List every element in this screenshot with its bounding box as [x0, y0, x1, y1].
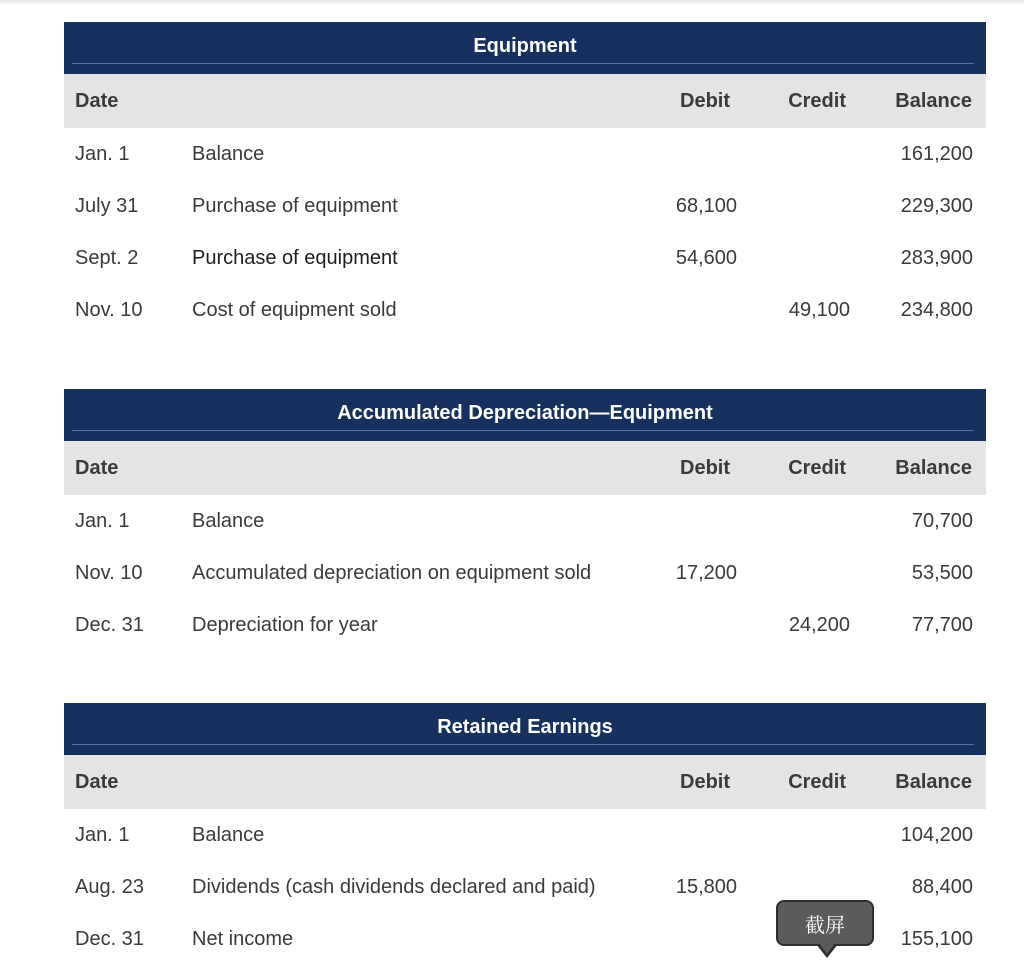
- row-description: Depreciation for year: [192, 613, 378, 636]
- ledger-title: Retained Earnings: [64, 703, 986, 755]
- table-row: [64, 809, 986, 861]
- ledger-header: [64, 74, 986, 128]
- ledger-header: [64, 441, 986, 495]
- table-row: [64, 284, 986, 336]
- row-date: Dec. 31: [75, 927, 144, 950]
- row-description: Accumulated depreciation on equipment sold: [192, 561, 592, 584]
- table-row: [64, 547, 986, 599]
- header-debit: Debit: [680, 770, 730, 793]
- table-row: [64, 599, 986, 651]
- row-date: Nov. 10: [75, 561, 143, 584]
- row-credit: 24,200: [788, 613, 850, 636]
- table-row: [64, 128, 986, 180]
- row-description: Purchase of equipment: [192, 194, 398, 217]
- header-date: Date: [75, 456, 119, 479]
- tooltip-arrow-inner: [819, 943, 835, 954]
- header-credit: Credit: [788, 456, 846, 479]
- row-debit: 68,100: [675, 194, 737, 217]
- row-description: Balance: [192, 509, 265, 532]
- row-date: Nov. 10: [75, 298, 143, 321]
- row-date: Sept. 2: [75, 246, 139, 269]
- header-date: Date: [75, 770, 119, 793]
- table-row: [64, 232, 986, 284]
- header-date: Date: [75, 89, 119, 112]
- header-credit: Credit: [788, 770, 846, 793]
- header-balance: Balance: [895, 89, 972, 112]
- row-date: Aug. 23: [75, 875, 144, 898]
- row-balance: 234,800: [900, 298, 973, 321]
- header-balance: Balance: [895, 456, 972, 479]
- row-date: Jan. 1: [75, 823, 130, 846]
- row-balance: 53,500: [911, 561, 973, 584]
- row-balance: 283,900: [900, 246, 973, 269]
- row-description: Net income: [192, 927, 294, 950]
- row-debit: 15,800: [675, 875, 737, 898]
- ledger-title: Equipment: [64, 22, 986, 74]
- header-debit: Debit: [680, 89, 730, 112]
- row-description: Purchase of equipment: [192, 246, 398, 269]
- row-date: July 31: [75, 194, 139, 217]
- row-debit: 17,200: [675, 561, 737, 584]
- row-date: Jan. 1: [75, 142, 130, 165]
- ledger-equipment: [64, 22, 986, 336]
- row-debit: 54,600: [675, 246, 737, 269]
- top-border: [0, 0, 1024, 4]
- row-balance: 77,700: [911, 613, 973, 636]
- header-balance: Balance: [895, 770, 972, 793]
- ledger-title: Accumulated Depreciation—Equipment: [64, 389, 986, 441]
- header-debit: Debit: [680, 456, 730, 479]
- row-description: Balance: [192, 142, 265, 165]
- row-description: Cost of equipment sold: [192, 298, 397, 321]
- table-row: [64, 495, 986, 547]
- row-balance: 229,300: [900, 194, 973, 217]
- row-balance: 88,400: [911, 875, 973, 898]
- row-description: Balance: [192, 823, 265, 846]
- row-date: Dec. 31: [75, 613, 144, 636]
- header-credit: Credit: [788, 89, 846, 112]
- row-balance: 161,200: [900, 142, 973, 165]
- ledger-header: [64, 755, 986, 809]
- row-balance: 70,700: [911, 509, 973, 532]
- row-balance: 104,200: [900, 823, 973, 846]
- row-credit: 49,100: [788, 298, 850, 321]
- table-row: [64, 180, 986, 232]
- row-date: Jan. 1: [75, 509, 130, 532]
- row-description: Dividends (cash dividends declared and paid): [192, 875, 596, 898]
- ledger-accumulated-depreciation: [64, 389, 986, 651]
- row-balance: 155,100: [900, 927, 973, 950]
- screenshot-button[interactable]: 截屏: [776, 900, 874, 946]
